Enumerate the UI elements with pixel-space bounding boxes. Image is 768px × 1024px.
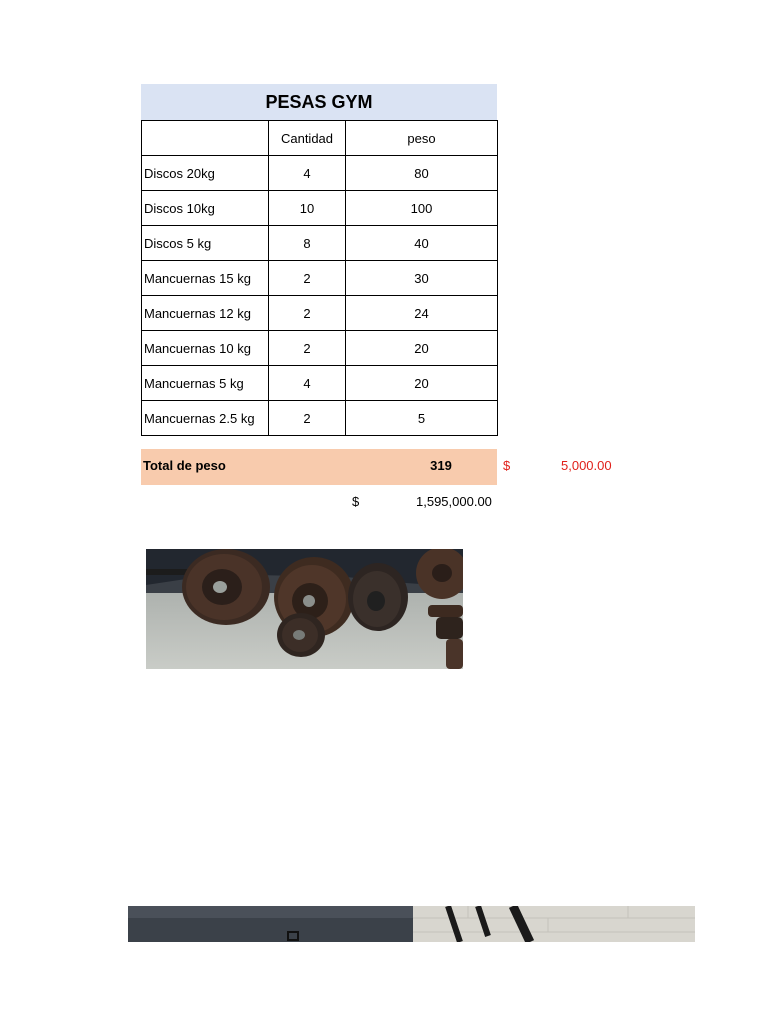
row-weight: 40 xyxy=(346,226,498,261)
grand-total: 1,595,000.00 xyxy=(416,494,492,509)
header-weight: peso xyxy=(346,121,498,156)
gym-wall-illustration xyxy=(128,906,695,942)
table-row xyxy=(142,296,498,331)
row-weight: 100 xyxy=(346,191,498,226)
row-weight: 24 xyxy=(346,296,498,331)
row-name: Discos 20kg xyxy=(142,156,269,191)
row-name: Mancuernas 2.5 kg xyxy=(142,401,269,436)
row-quantity: 8 xyxy=(269,226,346,261)
table-row xyxy=(142,191,498,226)
sheet-title xyxy=(141,84,497,120)
table-row xyxy=(142,261,498,296)
total-weight: 319 xyxy=(430,458,452,473)
row-quantity: 2 xyxy=(269,331,346,366)
row-weight: 5 xyxy=(346,401,498,436)
row-quantity: 2 xyxy=(269,261,346,296)
row-weight: 30 xyxy=(346,261,498,296)
row-weight: 20 xyxy=(346,331,498,366)
table-row xyxy=(142,331,498,366)
weight-plates-illustration xyxy=(146,549,463,669)
row-name: Mancuernas 15 kg xyxy=(142,261,269,296)
total-row xyxy=(141,449,497,485)
row-weight: 80 xyxy=(346,156,498,191)
row-name: Mancuernas 10 kg xyxy=(142,331,269,366)
row-name: Discos 10kg xyxy=(142,191,269,226)
weights-photo xyxy=(146,549,463,669)
total-label: Total de peso xyxy=(143,458,226,473)
row-quantity: 4 xyxy=(269,156,346,191)
sheet-title-text: PESAS GYM xyxy=(265,91,373,112)
table-row xyxy=(142,156,498,191)
row-name: Mancuernas 12 kg xyxy=(142,296,269,331)
price-currency: $ xyxy=(503,458,511,473)
row-name: Discos 5 kg xyxy=(142,226,269,261)
row-quantity: 4 xyxy=(269,366,346,401)
grand-currency: $ xyxy=(352,494,360,509)
row-weight: 20 xyxy=(346,366,498,401)
weights-table xyxy=(141,120,498,436)
table-row xyxy=(142,366,498,401)
header-quantity: Cantidad xyxy=(269,121,346,156)
price-per-kg: 5,000.00 xyxy=(561,458,612,473)
gym-photo xyxy=(128,906,695,942)
table-header-row xyxy=(142,121,498,156)
row-quantity: 10 xyxy=(269,191,346,226)
row-quantity: 2 xyxy=(269,296,346,331)
row-name: Mancuernas 5 kg xyxy=(142,366,269,401)
row-quantity: 2 xyxy=(269,401,346,436)
table-row xyxy=(142,226,498,261)
table-row xyxy=(142,401,498,436)
header-name xyxy=(142,121,269,156)
